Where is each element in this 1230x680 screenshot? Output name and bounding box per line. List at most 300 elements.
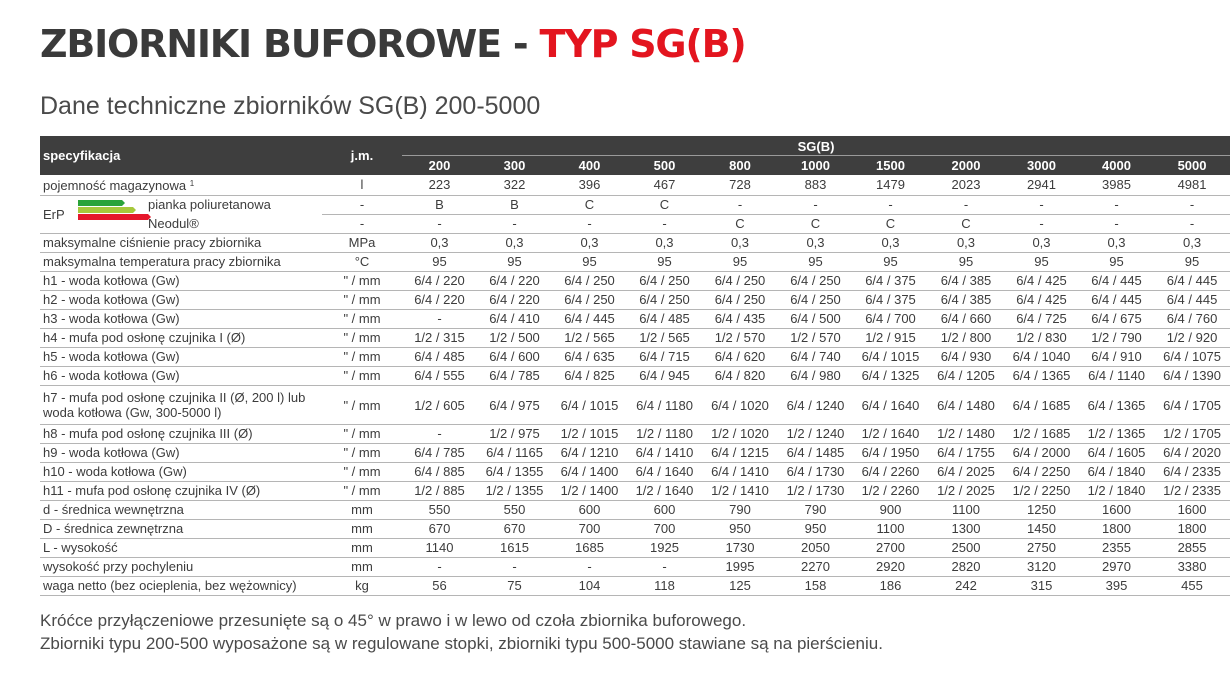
table-cell: 6/4 / 250 [778,291,853,310]
table-cell: 6/4 / 425 [1004,272,1079,291]
table-cell: 6/4 / 385 [928,291,1004,310]
row-unit: " / mm [322,463,402,482]
table-cell: 2023 [928,175,1004,196]
table-cell: 2050 [778,539,853,558]
table-cell: 1/2 / 975 [477,425,552,444]
table-cell: 3985 [1079,175,1154,196]
table-cell: 950 [702,520,778,539]
table-cell: 6/4 / 1640 [627,463,702,482]
table-cell: 6/4 / 1400 [552,463,627,482]
table-cell: 2355 [1079,539,1154,558]
table-cell: 6/4 / 485 [402,348,477,367]
table-cell: 6/4 / 250 [702,291,778,310]
table-cell: 3380 [1154,558,1230,577]
erp-label-cell [40,196,322,234]
row-label-text: h10 - woda kotłowa (Gw) [43,464,187,479]
table-cell: 1/2 / 2025 [928,482,1004,501]
row-unit: " / mm [322,329,402,348]
row-label-text: h4 - mufa pod osłonę czujnika I (Ø) [43,330,246,345]
table-cell: 6/4 / 635 [552,348,627,367]
table-cell: 700 [627,520,702,539]
table-cell: - [1079,196,1154,215]
table-cell: 1800 [1154,520,1230,539]
row-unit: kg [322,577,402,596]
table-cell: - [928,196,1004,215]
table-cell: 95 [477,253,552,272]
header-model: 500 [627,156,702,176]
row-unit: " / mm [322,425,402,444]
table-cell: 0,3 [627,234,702,253]
row-label [40,444,322,463]
table-row [40,348,1230,367]
table-cell: 0,3 [928,234,1004,253]
row-label [40,577,322,596]
table-cell: 1/2 / 570 [778,329,853,348]
table-cell: 95 [627,253,702,272]
table-cell: 950 [778,520,853,539]
table-cell: 6/4 / 250 [552,291,627,310]
table-cell: 6/4 / 445 [1154,272,1230,291]
table-cell: 6/4 / 1015 [552,386,627,425]
row-label [40,501,322,520]
table-cell: 6/4 / 675 [1079,310,1154,329]
table-cell: 1/2 / 1705 [1154,425,1230,444]
row-unit: " / mm [322,367,402,386]
table-cell: - [627,558,702,577]
table-cell: 900 [853,501,928,520]
table-cell: 1/2 / 565 [552,329,627,348]
table-cell: 6/4 / 760 [1154,310,1230,329]
table-cell: 6/4 / 375 [853,272,928,291]
table-cell: 6/4 / 1485 [778,444,853,463]
table-cell: 6/4 / 250 [627,272,702,291]
table-cell: 6/4 / 1020 [702,386,778,425]
row-label-text: maksymalne ciśnienie pracy zbiornika [43,235,262,250]
table-cell: 95 [1004,253,1079,272]
row-label-text: L - wysokość [43,540,118,555]
table-cell: 455 [1154,577,1230,596]
table-cell: 6/4 / 1950 [853,444,928,463]
table-cell: 104 [552,577,627,596]
row-unit: " / mm [322,482,402,501]
table-cell: 6/4 / 1605 [1079,444,1154,463]
table-cell: 186 [853,577,928,596]
row-label [40,539,322,558]
table-cell: 6/4 / 1840 [1079,463,1154,482]
table-cell: 6/4 / 1075 [1154,348,1230,367]
table-cell: 6/4 / 1015 [853,348,928,367]
table-cell: 6/4 / 820 [702,367,778,386]
table-cell: 242 [928,577,1004,596]
table-cell: 6/4 / 700 [853,310,928,329]
table-cell: 2500 [928,539,1004,558]
table-cell: 6/4 / 1365 [1004,367,1079,386]
table-cell: 1600 [1079,501,1154,520]
table-cell: 118 [627,577,702,596]
header-spec: specyfikacja [40,136,322,175]
table-cell: 6/4 / 385 [928,272,1004,291]
table-cell: 6/4 / 250 [552,272,627,291]
table-cell: 600 [627,501,702,520]
table-cell: 1/2 / 1400 [552,482,627,501]
header-model: 3000 [1004,156,1079,176]
row-unit: °C [322,253,402,272]
table-cell: 6/4 / 785 [477,367,552,386]
table-cell: - [1004,215,1079,234]
table-cell: 223 [402,175,477,196]
table-cell: 6/4 / 1215 [702,444,778,463]
table-cell: 6/4 / 825 [552,367,627,386]
table-cell: 6/4 / 1180 [627,386,702,425]
table-row [40,291,1230,310]
table-row [40,425,1230,444]
table-cell: - [552,558,627,577]
table-cell: 2750 [1004,539,1079,558]
table-cell: 1/2 / 885 [402,482,477,501]
row-label-text: h9 - woda kotłowa (Gw) [43,445,180,460]
table-cell: 6/4 / 220 [402,272,477,291]
header-model: 300 [477,156,552,176]
row-label [40,482,322,501]
table-cell: 6/4 / 250 [702,272,778,291]
row-unit: MPa [322,234,402,253]
row-unit: " / mm [322,310,402,329]
row-unit: " / mm [322,291,402,310]
table-cell: 1/2 / 1020 [702,425,778,444]
page-title [40,22,746,66]
table-cell: - [402,558,477,577]
table-row [40,386,1230,425]
table-cell: 6/4 / 1040 [1004,348,1079,367]
table-cell: 6/4 / 975 [477,386,552,425]
table-cell: 6/4 / 1165 [477,444,552,463]
table-cell: 1/2 / 1015 [552,425,627,444]
table-cell: 1300 [928,520,1004,539]
table-cell: - [477,558,552,577]
table-cell: 125 [702,577,778,596]
table-row [40,310,1230,329]
row-label [40,386,322,425]
table-row [40,539,1230,558]
table-cell: - [778,196,853,215]
table-cell: - [1154,196,1230,215]
row-unit: " / mm [322,272,402,291]
table-cell: 1/2 / 2250 [1004,482,1079,501]
row-label-text: h11 - mufa pod osłonę czujnika IV (Ø) [43,483,261,498]
table-cell: C [627,196,702,215]
table-cell: 396 [552,175,627,196]
table-cell: 550 [477,501,552,520]
table-cell: 600 [552,501,627,520]
table-cell: - [702,196,778,215]
table-cell: 1/2 / 1355 [477,482,552,501]
table-cell: 2270 [778,558,853,577]
table-cell: 6/4 / 435 [702,310,778,329]
table-cell: 883 [778,175,853,196]
table-cell: 6/4 / 725 [1004,310,1079,329]
table-cell: 6/4 / 445 [552,310,627,329]
row-unit: " / mm [322,348,402,367]
table-cell: C [853,215,928,234]
row-label [40,348,322,367]
table-cell: 6/4 / 555 [402,367,477,386]
table-cell: 6/4 / 1355 [477,463,552,482]
page-title-main: ZBIORNIKI BUFOROWE - [40,22,540,66]
table-cell: 95 [402,253,477,272]
table-cell: - [402,310,477,329]
table-cell: 6/4 / 220 [477,291,552,310]
table-cell: 6/4 / 910 [1079,348,1154,367]
row-label [40,463,322,482]
table-cell: 0,3 [702,234,778,253]
table-cell: 1100 [928,501,1004,520]
table-cell: 1685 [552,539,627,558]
row-label [40,425,322,444]
table-row [40,272,1230,291]
table-cell: 1450 [1004,520,1079,539]
header-model: 5000 [1154,156,1230,176]
table-row [40,482,1230,501]
erp-label: ErP [43,207,65,222]
table-cell: 6/4 / 885 [402,463,477,482]
table-cell: 6/4 / 620 [702,348,778,367]
table-row [40,558,1230,577]
row-label [40,175,322,196]
table-cell: 6/4 / 250 [778,272,853,291]
table-cell: 6/4 / 250 [627,291,702,310]
table-cell: 1/2 / 790 [1079,329,1154,348]
table-cell: 6/4 / 445 [1079,291,1154,310]
table-cell: 0,3 [1154,234,1230,253]
table-cell: 395 [1079,577,1154,596]
table-cell: 6/4 / 945 [627,367,702,386]
table-cell: 6/4 / 2020 [1154,444,1230,463]
table-cell: 1/2 / 565 [627,329,702,348]
spec-table-header [40,136,1230,175]
table-cell: 2855 [1154,539,1230,558]
row-label-text: waga netto (bez ocieplenia, bez wężownicy) [43,578,297,593]
table-cell: 0,3 [1004,234,1079,253]
table-cell: 6/4 / 1755 [928,444,1004,463]
header-group: SG(B) [402,136,1230,156]
table-row [40,577,1230,596]
table-row [40,501,1230,520]
row-label [40,558,322,577]
table-row [40,520,1230,539]
row-unit: - [322,196,402,215]
table-cell: 6/4 / 1390 [1154,367,1230,386]
table-cell: 467 [627,175,702,196]
spec-table [40,136,1230,596]
header-model: 4000 [1079,156,1154,176]
row-label-text: h5 - woda kotłowa (Gw) [43,349,180,364]
row-label [40,329,322,348]
row-label-text: h7 - mufa pod osłonę czujnika II (Ø, 200 l) lub woda kotłowa (Gw, 300-5000 l) [43,390,306,420]
row-unit: mm [322,501,402,520]
table-cell: 6/4 / 445 [1079,272,1154,291]
table-cell: 1/2 / 315 [402,329,477,348]
table-cell: 2920 [853,558,928,577]
table-cell: 6/4 / 2335 [1154,463,1230,482]
table-cell: 1/2 / 1685 [1004,425,1079,444]
table-cell: B [402,196,477,215]
table-cell: 1600 [1154,501,1230,520]
footnote-1: Króćce przyłączeniowe przesunięte są o 45° w prawo i w lewo od czoła zbiornika buforowego. [40,611,747,630]
table-cell: 6/4 / 425 [1004,291,1079,310]
row-label-text: pojemność magazynowa [43,178,187,193]
table-cell: 6/4 / 1365 [1079,386,1154,425]
row-label [40,310,322,329]
table-cell: 1/2 / 1180 [627,425,702,444]
row-label [40,272,322,291]
table-cell: 315 [1004,577,1079,596]
row-label [40,367,322,386]
table-row [40,196,1230,215]
table-cell: 0,3 [1079,234,1154,253]
row-label-text: h6 - woda kotłowa (Gw) [43,368,180,383]
table-cell: 6/4 / 785 [402,444,477,463]
table-cell: 1/2 / 1840 [1079,482,1154,501]
header-model: 1500 [853,156,928,176]
row-unit: " / mm [322,386,402,425]
table-cell: 6/4 / 1210 [552,444,627,463]
erp-sub-label: pianka poliuretanowa [148,197,271,212]
table-cell: C [928,215,1004,234]
row-label-text: h2 - woda kotłowa (Gw) [43,292,180,307]
table-cell: 1/2 / 800 [928,329,1004,348]
table-cell: - [402,425,477,444]
table-cell: 670 [402,520,477,539]
table-cell: 670 [477,520,552,539]
table-cell: 1/2 / 1640 [853,425,928,444]
table-row [40,329,1230,348]
table-cell: 1/2 / 605 [402,386,477,425]
table-cell: 1140 [402,539,477,558]
table-cell: 1615 [477,539,552,558]
header-model: 200 [402,156,477,176]
table-cell: 1995 [702,558,778,577]
table-cell: - [1079,215,1154,234]
table-cell: 1/2 / 1480 [928,425,1004,444]
table-cell: 790 [778,501,853,520]
row-label [40,234,322,253]
row-label-text: d - średnica wewnętrzna [43,502,184,517]
table-cell: 6/4 / 1705 [1154,386,1230,425]
table-row [40,175,1230,196]
table-cell: 1479 [853,175,928,196]
table-cell: - [1154,215,1230,234]
table-cell: 95 [1154,253,1230,272]
row-label-text: h1 - woda kotłowa (Gw) [43,273,180,288]
table-cell: 158 [778,577,853,596]
row-label [40,520,322,539]
table-cell: 6/4 / 1480 [928,386,1004,425]
row-label [40,253,322,272]
table-cell: C [702,215,778,234]
header-model: 1000 [778,156,853,176]
header-model: 800 [702,156,778,176]
table-cell: 6/4 / 1205 [928,367,1004,386]
table-cell: 1/2 / 1640 [627,482,702,501]
table-cell: 6/4 / 1410 [627,444,702,463]
table-cell: 550 [402,501,477,520]
table-cell: 1/2 / 2260 [853,482,928,501]
table-cell: 6/4 / 660 [928,310,1004,329]
table-cell: - [1004,196,1079,215]
page-subtitle: Dane techniczne zbiorników SG(B) 200-5000 [40,92,541,120]
table-cell: 6/4 / 2250 [1004,463,1079,482]
table-cell: - [402,215,477,234]
row-unit: l [322,175,402,196]
row-unit: mm [322,520,402,539]
table-cell: 6/4 / 1140 [1079,367,1154,386]
table-cell: - [853,196,928,215]
table-cell: C [552,196,627,215]
table-cell: C [778,215,853,234]
table-cell: 95 [1079,253,1154,272]
table-cell: 0,3 [778,234,853,253]
table-cell: 1925 [627,539,702,558]
table-cell: 1/2 / 570 [702,329,778,348]
table-cell: 6/4 / 485 [627,310,702,329]
table-cell: 1250 [1004,501,1079,520]
table-cell: 6/4 / 715 [627,348,702,367]
table-cell: 1/2 / 2335 [1154,482,1230,501]
table-cell: 6/4 / 1410 [702,463,778,482]
table-cell: 95 [853,253,928,272]
header-model: 400 [552,156,627,176]
table-cell: 1/2 / 1410 [702,482,778,501]
row-label-text: wysokość przy pochyleniu [43,559,194,574]
table-cell: 75 [477,577,552,596]
row-label-text: maksymalna temperatura pracy zbiornika [43,254,281,269]
table-row [40,253,1230,272]
table-cell: - [477,215,552,234]
table-cell: - [627,215,702,234]
table-cell: 95 [928,253,1004,272]
table-cell: 700 [552,520,627,539]
table-cell: 95 [552,253,627,272]
table-row [40,444,1230,463]
table-row [40,463,1230,482]
row-label-text: h8 - mufa pod osłonę czujnika III (Ø) [43,426,253,441]
table-cell: 6/4 / 220 [402,291,477,310]
table-cell: 2700 [853,539,928,558]
table-cell: 1/2 / 1240 [778,425,853,444]
table-cell: 3120 [1004,558,1079,577]
table-cell: 0,3 [477,234,552,253]
table-row [40,367,1230,386]
table-cell: 6/4 / 1730 [778,463,853,482]
row-label-text: D - średnica zewnętrzna [43,521,184,536]
table-cell: 1/2 / 1365 [1079,425,1154,444]
table-cell: 6/4 / 500 [778,310,853,329]
table-cell: 6/4 / 2025 [928,463,1004,482]
table-cell: 6/4 / 740 [778,348,853,367]
table-cell: 1/2 / 915 [853,329,928,348]
table-cell: 6/4 / 220 [477,272,552,291]
table-cell: 2970 [1079,558,1154,577]
table-cell: 56 [402,577,477,596]
table-row [40,234,1230,253]
table-cell: 6/4 / 2260 [853,463,928,482]
table-cell: 6/4 / 410 [477,310,552,329]
row-unit: - [322,215,402,234]
table-cell: 0,3 [853,234,928,253]
table-cell: 1/2 / 500 [477,329,552,348]
erp-sub-label: Neodul® [148,216,199,231]
table-cell: 322 [477,175,552,196]
